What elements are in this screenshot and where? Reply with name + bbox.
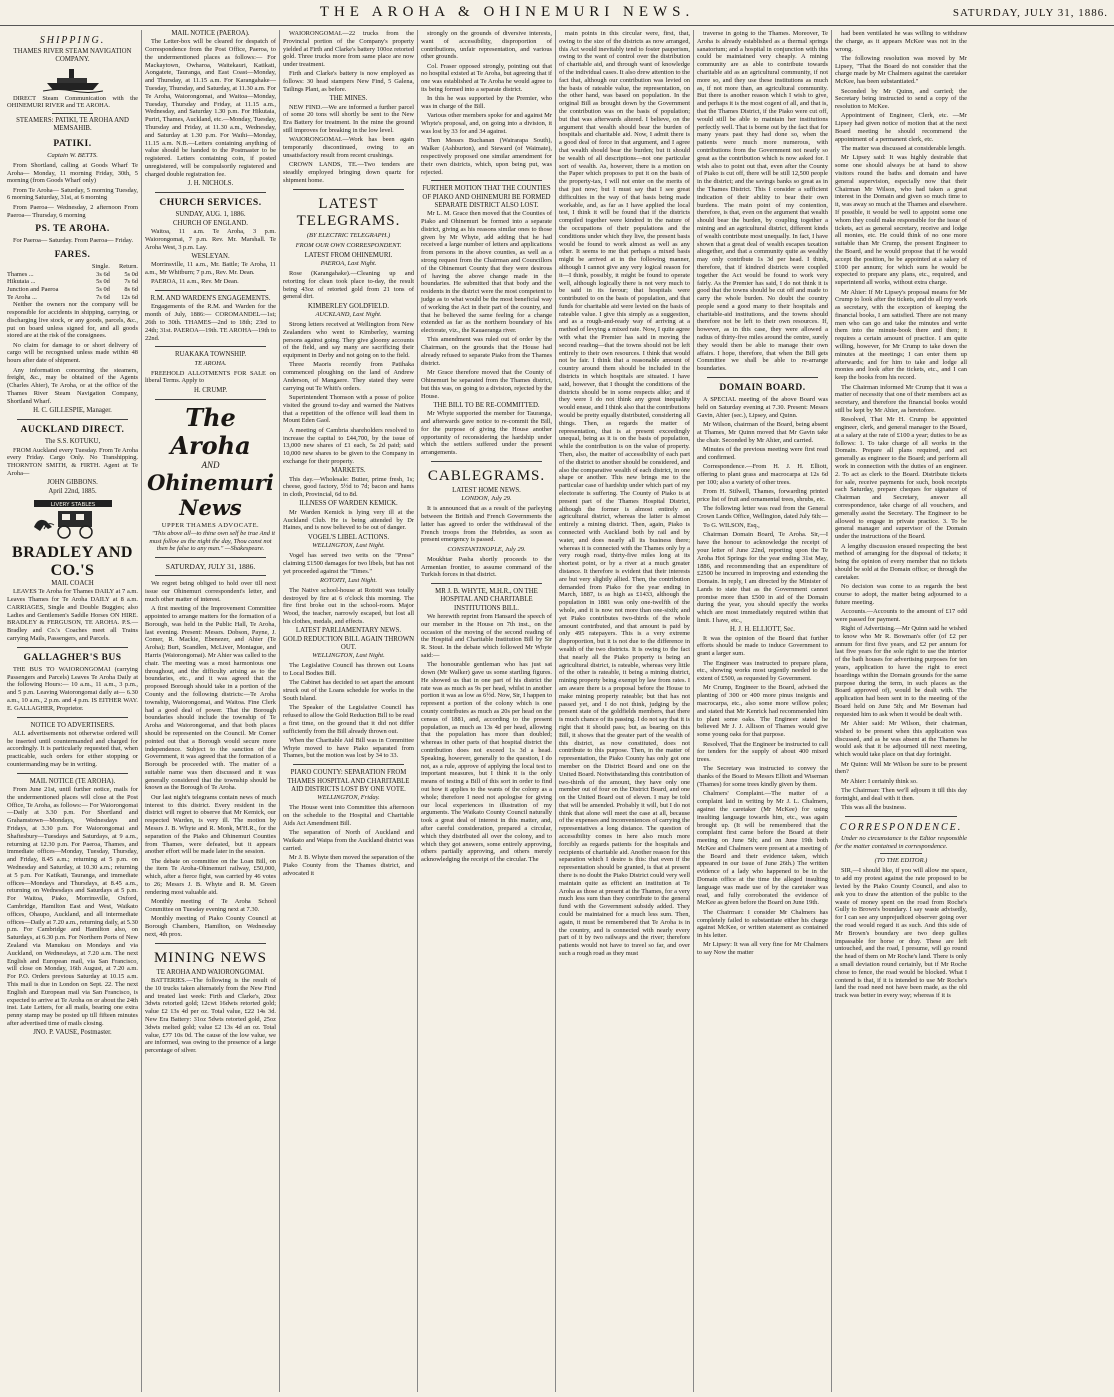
divider	[17, 419, 128, 420]
fare-cell: 3s 6d	[96, 270, 110, 278]
shipping-heading: SHIPPING.	[39, 35, 106, 46]
markets-heading: MARKETS.	[331, 467, 366, 475]
article-paragraph: The following letter was read from the General Crown Lands Office, Wellington, dated July 6th:—	[697, 504, 828, 520]
divider	[155, 399, 266, 400]
editorial-paragraph: A first meeting of the Improvement Committee appointed to arrange matters for the formation of a Borough, was held in the Public Hall, Te Aroha, last evening. Present: Messrs. Dobson, Payne, J. Comer, R. Mackie, Ebenezer, and Ahier (Te Aroha); Burt, Scandlen, McLiver, Montague, and Harris (Waiorongomai). Mr Ahier was called to the chair. The meeting was a most harmonious one throughout, and the difficulty arising as to the boundaries, etc., and it was agreed that the proposed Borough should take in a portion of the County and the following districts:—Te Aroha township, Waiorongomai, and Waitoa. Fine Clerk had a good deal of power. That the Borough boundaries should include the township of Te Aroha and Waiorongomai, and that both places should be represented on the Council. Mr Comer pointed out that a Borough would secure more independence. Subject to the sanction of the Government, it was agreed that the formation of a Borough be proceeded with. The matter of a suitable name was then discussed and it was generally considered that the township should be known as the Borough of Te Aroha.	[145, 605, 276, 792]
article-paragraph: The Cabinet has decided to set apart the amount struck out of the Loans schedule for works in the South Island.	[283, 679, 414, 702]
paper-subtitle: UPPER THAMES ADVOCATE.	[161, 522, 260, 530]
patiki-schedule-2: From Te Aroha— Saturday, 5 morning Tuesday, 6 morning Saturday, 31st, at 6 morning	[7, 186, 138, 202]
masthead	[0, 0, 1114, 26]
fares-heading: FARES.	[54, 250, 91, 261]
divider	[431, 180, 542, 181]
fare-header-cell: Single.	[91, 263, 110, 271]
steam-company-heading: THAMES RIVER STEAM NAVIGATION COMPANY.	[13, 48, 132, 64]
editorial-dateline: SATURDAY, JULY 31, 1886.	[165, 562, 256, 572]
dateline: LONDON, July 29.	[461, 495, 512, 503]
fare-cell: Te Aroha ...	[7, 293, 37, 301]
fare-cell: Junction and Paeroa	[7, 285, 59, 293]
divider	[17, 647, 128, 648]
shipping-notice-3: Any information concerning the steamers, freight, &c., may be obtained of the Agents (Charles Ahier), Te Aroha, or at the office of the Thames River Steam Navigation Company, Shortland Wharf.	[7, 366, 138, 405]
article-paragraph: Mr Whyte supported the member for Tauranga, and afterwards gave notice to re-commit the Bill, for the purpose of giving the House another opportunity of reconsidering the hardship under which the settlers suffered under the present arrangements.	[421, 410, 552, 457]
article-paragraph: It was the opinion of the Board that further efforts should be made to induce Government to grant a larger sum.	[697, 634, 828, 658]
column-4	[418, 30, 556, 1392]
fare-header-cell: Return.	[119, 263, 138, 271]
article-paragraph: strongly on the grounds of diversive interests, want of accessibility, disproportion of contributions, unfair representation, and various other grounds.	[421, 30, 552, 61]
divider	[880, 853, 922, 854]
article-paragraph: The Engineer was instructed to prepare plans, etc., showing works most urgently needed to the extent of £500, as requested by Government.	[697, 659, 828, 683]
editorial-paragraph: Monthly meeting of Piako County Council at Borough Chambers, Hamilton, on Wednesday next, 4th prox.	[145, 915, 276, 938]
postmaster-signature: JNO. P. VAUSE, Postmaster.	[33, 1029, 112, 1037]
article-paragraph: Resolved, That the Engineer be instructed to call for tenders for the supply of about 400 mixed trees.	[697, 740, 828, 764]
article-paragraph: When the Charitable Aid Bill was in Committee Whyte moved to have Piako separated from Thames, but the motion was lost by 34 to 33.	[283, 736, 414, 760]
whyte-speech-heading: MR J. B. WHYTE, M.H.R., ON THE HOSPITAL AND CHARITABLE INSTITUTIONS BILL.	[435, 588, 538, 612]
article-paragraph: Strong letters received at Wellington from New Zealanders who went to Kimberley, warning persons against going. They give gloomy accounts of the field, and say many are sacrificing their equipment in Derby and not going on to the field.	[283, 320, 414, 360]
article-paragraph: Mr J. B. Whyte then moved the separation of the Piako County from the Thames district, and advocated it	[283, 853, 414, 877]
bill-recommitted-heading: THE BILL TO BE RE-COMMITTED.	[433, 401, 540, 409]
shipping-notice-2: No claim for damage to or short delivery of cargo will be recognised unless made within 48 hours after date of shipment.	[7, 341, 138, 365]
column-2	[142, 30, 280, 1392]
ruakaka-subheading: TE AROHA.	[194, 359, 227, 367]
article-paragraph: WAIORONGOMAI.—Work has been again temporarily discontinued, owing to an unsatisfactory result from recent crushings.	[283, 136, 414, 159]
mail-notice-paeroa: The Letter-box will be cleared for despatch of Correspondence from the Post Office, Paeroa, to the undermentioned places as follows:— For Mackaytown, Owharoa, Waitekauri, Katikati, Aongatete, Tauranga, and East Coast—Monday, and Thursday, at 11.15 a.m. For Karangahake—Tuesday, Thursday, and Saturday, at 11.30 a.m. For Te Aroha, Waiorongomai, and Waitoa—Monday, Tuesday, Thursday and Friday, at 11.15 a.m., Wednesday, and Saturday 1.30 p.m. For Hikutaia, Puriri, Thames, Auckland, etc.—Monday, Tuesday, Thursday and Friday, at 11.30 a.m., Wednesday, and Saturday at 1.30 p.m. For Waihi—Monday, 11.15 a.m. N.B.—Letters containing anything of value should be handed to the Postmaster to be registered. Letters containing coin, if posted unregistered, will be compulsorily registered and charged double registration fee.	[145, 38, 276, 178]
mail-notice-te-aroha: From June 21st, until further notice, mails for the undermentioned places will close at the Post Office, Te Aroha, as follows:— For Waiorongomai—Daily at 3.30 p.m. For Shortland and Grahamstown—Mondays, Wednesdays and Fridays, at 3.30 p.m. For Waiorongomai and Shaftesbury—Tuesdays and Saturdays, at 9 a.m., returning at 12.30 p.m. For Paeroa, Thames, and immediate offices—Monday, Tuesday, Thursday, and Friday, 8.45 a.m.; returning at 5 p.m. on Wednesday and Saturday, at 10.30 a.m.; returning at 5 p.m. For Katikati, Tauranga, and immediate offices—Mondays and Thursdays, at 8.45 a.m., returning on Wednesdays and Saturdays at 5 p.m. For Waitoa, Piako, Morrinsville, Oxford, Cambridge, Hamilton East and West, Waikato offices, Ohaupo, Auckland, and all intermediate offices—Daily at 7.20 a.m., returning daily, at 5.30 p.m. For Cambridge and Hamilton also, on Saturdays, at 6.30 p.m. For Northern Ports of New Zealand via Manukau on Mondays and via Auckland, on Wednesdays, at 7.20 a.m. The next English and European mail, via San Francisco, will close on Monday, 16th August, at 7.20 a.m. For P.O. Orders previous Saturday at 10.15 a.m. This mail is due in London on Sept. 22. The next English and European mail via San Francisco, is expected to arrive at Te Aroha on or about the 24th inst. Late Letters, for all mails, bearing one extra penny stamp may be posted up till fifteen minutes after advertised time of mails closing.	[7, 786, 138, 1027]
dateline: WELLINGTON, Last Night.	[312, 541, 385, 549]
mining-news-subheading: TE AROHA AND WAIORONGOMAI.	[156, 968, 265, 976]
article-paragraph: Mr L. M. Grace then moved that the Counties of Piako and Ohinemuri be formed into a separate district, giving as his reasons similar ones to those given by Mr Whyte, add adding that he had received a large number of letters and applications from persons in the above counties, as well as a strong request from the Chairman and Councillors of the Ohinemuri County that they were desirous of having the above change made in the boundaries. He submitted that that body and the residents in the district were the most competent to judge as to what would be the most beneficial way of working the Act in their part of the country, and that he believed the same feeling for a change extended as far as the northern boundary of his electorate, viz., the Kauaeranga river.	[421, 210, 552, 335]
article-paragraph: Moukhtar Pasha shortly proceeds to the Armenian frontier, to assume command of the Turkish forces in that district.	[421, 555, 552, 579]
article-paragraph: Mr Ahier: I certainly think so.	[841, 777, 918, 785]
church-of-england-services: Waitoa, 11 a.m. Te Aroha, 3 p.m. Waiorongomai, 7 p.m. Rev. Mr. Marshall. Te Aroha West, 3 p.m. Lay.	[145, 228, 276, 251]
article-paragraph: Chalmers' Complaint.—The matter of a complaint laid in writing by Mr J. L. Chalmers, against the caretaker (Mr McKee) for using insulting language towards him, etc., was again brought up. (It will be remembered that the complaint first came before the Board at their meeting on June 5th; and on June 19th both McKee and Chalmers were present at a meeting of the Board and their evidence taken, which appeared in our issue of June 26th.) The written evidence of a lady who happened to be in the Domain office at the time the alleged insulting language was made use of by the caretaker was read, and fully corroborated the evidence of McKee as given before the Board on June 19th.	[697, 790, 828, 907]
article-paragraph: The Chairman: Then we'll adjourn it till this day fortnight, and deal with it then.	[835, 786, 967, 802]
divider	[293, 764, 404, 765]
article-paragraph: The Speaker of the Legislative Council has refused to allow the Gold Reduction Bill to be read a first time, on the ground that it did not differ sufficiently from the Bill already thrown out.	[283, 704, 414, 735]
article-paragraph: Various other members spoke for and against Mr Whyte's proposal, and, on going into a division, it was lost by 33 for and 34 against.	[421, 112, 552, 136]
article-paragraph: A lengthy discussion ensued respecting the best method of arranging for the disposal of tickets; it being the opinion of every member that no tickets should be sold at the Domain office; or through the caretaker.	[835, 542, 967, 581]
column-3	[280, 30, 418, 1392]
article-paragraph: Seconded by Mr Quinn, and carried; the Secretary being instructed to send a copy of the resolution to McKee.	[835, 87, 967, 111]
article-paragraph: From H. Stilwell, Thames, forwarding printed price list of fruit and ornamental trees, shrubs, etc.	[697, 487, 828, 503]
elliott-signature: H. J. H. ELLIOTT, Sec.	[730, 626, 795, 634]
domain-board-heading: DOMAIN BOARD.	[719, 383, 806, 394]
page-columns	[4, 30, 1110, 1392]
editorial-paragraph: We regret being obliged to hold over till next issue our Ohinemuri correspondent's letter, and much other matter of interest.	[145, 580, 276, 603]
piako-heading: PIAKO COUNTY: SEPARATION FROM THAMES HOSPITAL AND CHARITABLE AID DISTRICTS LOST BY ONE VOTE.	[287, 769, 410, 793]
table-row	[7, 278, 138, 286]
article-paragraph: main points in this circular were, first, that, owing to the size of the districts as now arranged, this Act would inevitably tend to foster pauperism, owing to the want of control over the distribution of charitable aid, and through want of knowledge of the individual cases. It also drew attention to the fact that, although our contribution was levied on the basis of rateable value, the representation, on the other hand, was based on population. In the original Bill as brought down by the Government the contribution was on the basis of population; but that was afterwards altered. I believe, on the argument that wealth should bear the burden of hospitals and charitable aid. Now, I admit there is a good deal of force in that argument, and I agree that wealth should bear the burden; but it should be wealth of all descriptions—not one particular sort of wealth. As, however, there is a motion on the Paper which proposes to put it on the basis of the property-tax, I will not enter on the merits of that just now; but I must say that I see great difficulties in the way of that basis being made workable, and, as far as I have applied the local test, I think it will be found that if the districts compiled together were kindred in the nature of the occupations of their populations and the conditions under which they live, the present basis would be found to work almost as well as any other. It seems to me that perhaps a mixed basis might be arrived at in the following manner, although I cannot give any very logical reason for it—I think, possibly, it might be found to operate well, although logically there is not very much to be said in its favour; that hospitals were contributed to on the basis of population, and that funds for charitable aid were levied on the basis of rateable value. I give this simply as a suggestion, and as a rough-and-ready way of arriving at a method of levying a mixed rate. Now, I quite agree with what the Premier has said in moving the second reading—that the towns should not be left entirely to their own resources. I think that would not be fair. I think that a reasonable amount of country around them should be included in the districts in which hospitals are situated. I have said, however, that I thought the conditions of the districts should be in some respects alike; and if they were I do not think any great inequality would ensue, and I think also that the contributions would be pretty equally distributed, considering all things. Then, as regards the matter of representation, that is at present exceedingly unequal, being as it is on the basis of population, while the contribution is on the value of property. Then, also, the matter of accessibility of each part of the district to another should be considered, and also the comparative wealth of each district, in one shape or another. This new brings me to the particular case of hardship under which part of my electorate is suffering. The County of Piako is at present part of the Thames Hospital District, although the former is almost entirely an agricultural district, whereas the latter is almost entirely a mining district. Then, again, Piako is connected with Auckland both by rail and by water, and does nearly all its business there; whereas it is connected with the Thames only by a very rough road, thirty-five miles long at its shortest point, or by a river at a much greater distance. It therefore is evident that their interests are but very slightly allied. Then, the contribution demanded from Piako for the year ending in March, 1887, is as high as £1433, although the population in 1881 was only one-twelfth of the whole, and it is now not more than one-sixth; and yet Piako contributes two-thirds of the whole amount contributed, and that amount is paid by only 495 ratepayers. This is a very extreme disproportion, but it is not due to the difference in wealth of the two districts. It is owing to the fact that nearly all the Piako property is being an agricultural district, is rateable, whereas very little of the other is rateable, it being a mining district, mining property being exempt by law from rates. I am aware there is a proposal before the House to make mining property rateable; but that has not passed yet, and I do not think, judging by the present state of the goldfields members, that there is much chance of its passing. I do not say that it is right that it should pass; but, as bearing on this Bill, it shows that the greater part of the wealth of this district, as now constituted, does not contribute to this purpose. Then, in the matter of representation, the Piako County has only got one member on the District Board and one on the United Board. Notwithstanding this contribution of two-thirds of the amount, they have only one member out of four on the District Board, and one on the United Board out of eleven. I may be told that will be amended. Probably it will, but I do not think that alone will meet the case at all, because of the expenses and inconveniences of carrying the representatives a long distance. The question of accessibility comes in here also much more forcibly as regards patients for the hospitals and recipients of charitable aid. Another reason for this separation which I desire is this: that even if the representation should be granted, is that at present there is no doubt the Piako District could very well maintain quite as efficient an institution at Te Aroha as those at present at the Thames, for a very much less sum than they contribute to the general fund with the Government subsidy added. They could be maintained for a much less sum. Then, again, it must be remembered that Te Aroha is in the country, and is connected with nearly every part of it by two railways and the river; therefore patients would not have to travel so far, and over such a rough road as they must	[559, 30, 690, 958]
letter-addressee: To G. WILSON, Esq.,	[703, 522, 760, 530]
article-paragraph: This was all the business.	[841, 804, 907, 811]
patiki-heading: PATIKI.	[53, 138, 92, 149]
nichols-signature: J. H. NICHOLS.	[187, 180, 234, 188]
mail-notice-paeroa-heading: MAIL NOTICE (PAEROA).	[171, 30, 250, 37]
mines-heading: THE MINES.	[329, 95, 368, 103]
divider	[52, 113, 93, 114]
paper-title-and: AND	[201, 460, 220, 471]
article-paragraph: NEW FIND.—We are informed a further parcel of some 20 tons will shortly be sent to the New Era Battery for treatment. In the mine the ground still improves for breaking in the low level.	[283, 103, 414, 135]
article-paragraph: Mr Lipsey: It was all very fine for Mr Chalmers to say Now the matter	[697, 941, 828, 957]
paeroa-services: PAEROA, 11 a.m., Rev. Mr Dean.	[151, 278, 239, 286]
article-paragraph: A meeting of Cambria shareholders resolved to increase the capital to £44,700, by the issue of 13,000 new shares of £1 each, 5s 2d paid; said 10,000 new shares to be given to the Company in exchange for their property.	[283, 426, 414, 465]
shipping-notice-1: Neither the owners nor the company will be responsible for accidents in shipping, carrying, or discharging live stock, or any goods, parcels, &c., put on board unless signed for, and all goods stored are at the risk of the consignees.	[7, 301, 138, 340]
article-paragraph: Mr Warden Kemick is lying very ill at the Auckland Club. He is being attended by Dr Haines, and is now believed to be out of danger.	[283, 508, 414, 532]
home-news-heading: LATEST HOME NEWS.	[452, 486, 521, 494]
telegrams-byline: (BY ELECTRIC TELEGRAPH.)	[306, 231, 391, 239]
bradley-notice: LEAVES Te Aroha for Thames DAILY at 7 a.m. Leaves Thames for Te Aroha DAILY at 8 a.m. CARRIAGES, Single and Double Buggies; also Ladies and Gentlemen's Saddle Horses ON HIRE. BRADLEY & FERGUSON, TE AROHA. P.S.—Bradley and Co.'s Coaches meet all Trains carrying Mails, Passengers, and Parcels.	[7, 588, 138, 642]
steamers-heading: STEAMERS: PATIKI, TE AROHA AND MEMSAHIB.	[16, 117, 129, 133]
ruakaka-heading: RUAKAKA TOWNSHIP.	[174, 351, 247, 359]
manager-signature: H. C. GILLESPIE, Manager.	[33, 406, 112, 414]
patiki-schedule-3: From Paeroa— Wednesday, 2 afternoon From Paeroa— Thursday, 6 morning	[7, 203, 138, 219]
paper-title-ohinemuri: Ohinemuri News	[147, 470, 274, 521]
article-paragraph: Firth and Clarke's battery is now employed as follows: 30 head stampers New Find, 5 Galena, Tailings Plant, as before.	[283, 70, 414, 94]
mail-notice-te-aroha-heading: MAIL NOTICE (TE AROHA).	[29, 777, 116, 785]
fare-cell: 7s 6d	[96, 293, 110, 301]
kotuku-heading: The S.S. KOTUKU,	[44, 438, 101, 446]
table-row	[7, 286, 138, 294]
te-aroha-heading: PS. TE AROHA.	[35, 224, 110, 235]
fares-table	[7, 263, 138, 301]
correspondence-disclaimer: Under no circumstance is the Editor responsible for the matter contained in correspondence.	[835, 834, 967, 850]
article-paragraph: Accounts.—Accounts to the amount of £17 odd were passed for payment.	[835, 607, 967, 623]
dateline: AUCKLAND, Last Night.	[315, 310, 382, 318]
article-paragraph: No decision was come to as regards the best course to adopt, the matter being adjourned to a future meeting.	[835, 582, 967, 606]
fare-cell: 12s 6d	[121, 293, 138, 301]
mining-news-heading: MINING NEWS	[153, 949, 268, 966]
article-paragraph: In this he was supported by the Premier, who was in charge of the Bill.	[421, 95, 552, 111]
patiki-captain: Captain W. BETTS.	[47, 151, 98, 159]
te-aroha-schedule: For Paeroa— Saturday. From Paeroa— Friday.	[13, 237, 134, 245]
table-row	[7, 271, 138, 279]
bradley-heading: BRADLEY AND CO.'S	[12, 543, 133, 579]
kotuku-notice: FROM Auckland every Tuesday. From Te Aroha every Friday. Cargo Only. No Transhipping. THORNTON SMITH, & FIRTH. Agent at Te Aroha—	[7, 446, 138, 477]
fare-header-cell	[7, 263, 83, 271]
article-paragraph: The House went into Committee this afternoon on the schedule to the Hospital and Charitable Aids Act Amendment Bill.	[283, 804, 414, 827]
telegrams-source: FROM OUR OWN CORRESPONDENT.	[295, 241, 402, 249]
gallagher-heading: GALLAGHER'S BUS	[23, 652, 122, 663]
fare-cell: Thames ...	[7, 270, 34, 278]
divider	[845, 816, 957, 817]
article-paragraph: The matter was discussed at considerable length.	[841, 145, 966, 153]
article-paragraph: The Secretary was instructed to convey the thanks of the Board to Messrs Elliott and Wiseman (Thames) for some trees kindly given by them.	[697, 765, 828, 789]
article-paragraph: We herewith reprint from Hansard the speech of our member in the House on 7th inst., on the occasion of the moving of the second reading of the Hospital and Charitable Institution Bill by Sir R. Stout. In the debate which followed Mr Whyte said:—	[421, 613, 552, 659]
fare-cell: 5s 0d	[96, 278, 110, 286]
article-paragraph: Right of Advertising.—Mr Quinn said he wished to know who Mr R. Bowman's offer (of £2 per annum for first five years, and £2 per annum for last five years for the sole right to use the interior of the bath houses for advertising purposes for ten years, application to have the right to erect hoardings within the Domain grounds for the same purpose during the term, in such places as the Board approved of), would be dealt with. The application had been sent in to the meeting of the Board held on June 5th; and Mr Bowman had requested him to ask when it would be dealt with.	[835, 624, 967, 718]
divider	[17, 773, 128, 774]
correspondence-heading: CORRESPONDENCE.	[839, 821, 963, 833]
column-5	[556, 30, 694, 1392]
article-paragraph: The Chairman informed Mr Crump that it was a matter of necessity that one of their members act as secretary, and therefore the financial books would still be kept by Mr Ahier, as heretofore.	[835, 383, 967, 414]
rm-warden-heading: R.M. AND WARDEN'S ENGAGEMENTS.	[150, 295, 271, 303]
issue-date: SATURDAY, JULY 31, 1886.	[952, 6, 1108, 19]
article-paragraph: WAIORONGOMAI.—22 trucks from the Provincial portion of the Company's property yielded at Firth and Clarke's battery 100oz retorted gold. Three trucks more from same place are now under treatment.	[283, 30, 414, 69]
fare-cell: 5s 0d	[96, 285, 110, 293]
church-services-date: SUNDAY, AUG. 1, 1886.	[175, 211, 246, 219]
article-paragraph: Superintendent Thomson with a posse of police visited the ground to-day and warned the Natives that a repetition of the offence will lead them in Mount Eden Gaol.	[283, 394, 414, 425]
dateline: CONSTANTINOPLE, July 29.	[447, 545, 526, 553]
article-paragraph: The Chairman: I consider Mr Chalmers has completely failed to substantiate either his charge against McKee, or written statement as contained in his letter.	[697, 908, 828, 940]
article-paragraph: This day.—Wholesale: Butter, prime fresh, 1s; cheese, good factory, 5½d to 7d; bacon and hams in cloth, Provincial, 6d to 8d.	[283, 475, 414, 499]
article-paragraph: Appointment of Engineer, Clerk, etc. —Mr Lipsey had given notice of motion that at the next Board meeting he should recommend the appointment of a permanent clerk, etc.	[835, 112, 967, 143]
editorial-paragraph: The debate on committee on the Loan Bill, on the item Te Aroha-Ohinemuri railway, £50,000, which, after a fierce fight, was carried by 46 votes to 26; Messrs J. B. Whyte and R. M. Green rendering most valuable aid.	[145, 857, 276, 896]
rm-warden-engagements: Engagements of the R.M. and Warden for the month of July, 1886:— COROMANDEL—1st; 26th to 30th. THAMES—2nd to 18th; 23rd to 24th; 31st. PAEROA—19th. TE AROHA—19th to 22nd.	[145, 303, 276, 342]
parliamentary-heading: LATEST PARLIAMENTARY NEWS.	[295, 627, 402, 635]
church-of-england-heading: CHURCH OF ENGLAND.	[173, 219, 248, 227]
crump-signature: H. CRUMP.	[193, 386, 228, 394]
divider	[155, 290, 266, 291]
dateline: PAEROA, Last Night.	[320, 259, 377, 267]
article-paragraph: CROWN LANDS, TE.—Two tenders are steadily employed bringing down quartz for shipment home.	[283, 161, 414, 184]
article-paragraph: The Native school-house at Rotoiti was totally destroyed by fire at 6 o'clock this morning. The fire first broke out in the school-room. Major Wood, the teacher, narrowly escaped, but lost all his clothes, medals, and effects.	[283, 586, 414, 626]
article-paragraph: This amendment was ruled out of order by the Chairman, on the grounds that the House had already refused to separate Piako from the Thames district.	[421, 336, 552, 367]
fare-cell: 7s 6d	[124, 278, 138, 286]
divider	[431, 461, 542, 462]
newspaper-title: THE AROHA & OHINEMURI NEWS.	[319, 4, 695, 20]
latest-telegrams-heading: LATEST TELEGRAMS.	[296, 195, 401, 229]
latest-ohinemuri-heading: LATEST FROM OHINEMURI.	[304, 251, 393, 259]
advertisers-heading: NOTICE TO ADVERTISERS.	[30, 721, 115, 729]
gallagher-notice: THE BUS TO WAIORONGOMAI (carrying Passengers and Parcels) Leaves Te Aroha Daily at the following Hours:— 10 a.m., 11 a.m., 3 p.m., and 5 p.m. Leaving Waiorongomai daily at— 6.30 a.m., 10 a.m., 2 p.m. and 4 p.m. IS EITHER WAY. E. GALLAGHER, Proprietor.	[7, 665, 138, 712]
freehold-notice: FREEHOLD ALLOTMENTS FOR SALE on liberal Terms. Apply to	[145, 369, 276, 385]
column-7	[832, 30, 970, 1392]
divider	[707, 377, 818, 378]
patiki-schedule-1: From Shortland, calling at Goods Wharf Te Aroha— Monday, 11 morning Friday, 30th, 5 morning (from Goods Wharf only)	[7, 161, 138, 185]
direct-steam-notice: DIRECT Steam Communication with the OHINEMURI RIVER and TE AROHA.	[7, 94, 138, 110]
mail-coach-heading: MAIL COACH	[51, 579, 94, 587]
vogel-heading: VOGEL'S LIBEL ACTIONS.	[307, 533, 390, 541]
article-paragraph: Mr Grace therefore moved that the County of Ohinemuri be separated from the Thames district, but this was, on going to a division, rejected by the House.	[421, 369, 552, 400]
article-paragraph: Mr Quinn: Will Mr Wilson be sure to be present then?	[835, 760, 967, 776]
fare-cell: 8s 6d	[124, 285, 138, 293]
editorial-paragraph: Our last night's telegrams contain news of much interest to this district. Every resident in the district will regret to observe that Mr Kemick, our respected Warden, is very ill. The motion by Messrs J. B. Whyte and R. Monk, M'H.R., for the separation of the Piako and Ohinemuri Counties from Thames, were defeated, but it appears another effort will be made later in the session.	[145, 793, 276, 856]
article-paragraph: The honourable gentleman who has just sat down (Mr Walker) gave us some startling figures. He showed us that in one part of his district the rate was as much as 9s per head, whilst in another portion it was as low as 6½d. Now, Sir, I happen to represent a portion of the colony which is one county contributes as much as 20s per head on the census of 1881, and, according to the present population, as much as 13s 4d per head, allowing that the population has more than doubled; whereas in other parts of that hospital district the contribution does not exceed 1s 3d a head. Speaking, however, generally to the question, I do not, as a rule, approve of applying the local test to important measures, but I think it is the only means of testing a Bill of this sort in order to find out how it applies to the wants of the colony as a whole; therefore I need not apologise for giving our local experiences in illustration of my arguments. The Waikato County Council naturally took a great deal of interest in this matter, and, after careful consideration, prepared a circular, which they distributed all over the colony, and to which they got answers, some entirely approving, others partially approving, and others merely acknowledging the receipt of the circular. The	[421, 661, 552, 864]
editorial-paragraph: Monthly meeting of Te Aroha School Committee on Tuesday evening next at 7.30.	[145, 898, 276, 913]
auckland-direct-heading: AUCKLAND DIRECT.	[20, 425, 125, 436]
mining-news-paragraph: BATTERIES.—The following is the result of the 10 trucks taken alternately from the New Find and treated last week: Firth and Clarke's, 20oz 3dwts retorted gold; 12cwt 16dwts retorted gold; value £2 13s 4d per oz. Total value, £22 14s 3d. New Era Battery: 31oz 5dwts retorted gold, 25oz 3dwts melted gold; value £2 13s 4d an oz. Total value, £77 10s 0d. The cause of the low value, we are informed, was owing to the presence of a large percentage of silver.	[145, 976, 276, 1055]
divider	[155, 557, 266, 558]
steamship-icon	[43, 67, 103, 93]
divider	[431, 583, 542, 584]
article-paragraph: traverse in going to the Thames. Moreover, Te Aroha is already established as a thermal springs sanatorium; and a hospital in conjunction with this could be maintained very cheaply. A mining community are as able to contribute towards charitable aid as an agricultural community, if not more so, and they use these institutions as much as, if not more than, an agricultural community. But there is another reason which I wish to give, and perhaps it is the most cogent of all, and that is, that the Thames District, if the Piako were cut off, would still be able to maintain her institutions perfectly well. That is borne out by the fact that for many years past they had done so, when the patients were much more numerous, with contributions from the Government not nearly so great as the contribution which is now asked for. I wish also to point out that, even after the County of Piako is cut off, there will be still 12,500 people in the district; and the savings banks so great as in the Thames District. This I consider a sufficient indication of their ability to bear their own burdens. The main point of my contention, therefore, is that, even on the argument that wealth should bear the burden, by coupling together a mining and an agricultural district, different kinds of wealth contribute most unequally. In fact, I have shown that a great deal of wealth escapes taxation altogether, and that a community quite as wealthy may only contribute 1s 3d per head. I think, therefore, that if kindred districts were coupled together the Act would be found to work very fairly. As the Premier has said, I do not think it is good that the towns should be cut off and made to carry the whole burden. No doubt the country people send a good many to their hospitals and charitable-aid institutions, and the towns should therefore not be left to their own resources. If, however, as in this case, they were allowed a radius of thirty-five miles around the centre, surely they would then be able to manage their own affairs. I hope, therefore, that when the Bill gets Committee we shall be able to re-arrange boundaries.	[697, 30, 828, 373]
article-paragraph: Mr Lipsey said: It was highly desirable that some one should always be at hand to show visitors round the baths and domain and have general supervision, especially now that their Chairman Mr Wilson, who had taken a great interest in the Domain and given so much time to it, was away so much at the Thames and elsewhere. If possible, it would be well to appoint some one whom they could make responsible for the issue of tickets, act as general secretary, receive and lodge all monies, etc. He could think of no one more suitable than Mr Crump, the present Engineer to the Board, and he would propose that if he would accept the position, he be appointed at a salary of £100 per annum; for which sum he would be expected to prepare any plans, etc., required, and superintend all works, without extra charge.	[835, 154, 967, 287]
illness-heading: ILLNESS OF WARDEN KEMICK.	[299, 500, 398, 508]
wesleyan-services: Morrinsville, 11 a.m., Mr. Battle; Te Aroha, 11 a.m., Mr Whitburn; 7 p.m., Rev. Mr. Dean.	[145, 261, 276, 277]
paper-motto: "This above all—to thine own self be true And it must follow as the night the day, Thou canst not then be false to any man." —Shakespeare.	[149, 529, 276, 553]
divider	[155, 192, 266, 193]
to-the-editor: (TO THE EDITOR.)	[874, 857, 928, 865]
gold-bill-heading: GOLD REDUCTION BILL AGAIN THROWN OUT.	[283, 635, 415, 651]
article-paragraph: Three Maoris recently from Patihaka commenced ploughing on the land of Andrew Anderson, of Mangaere. They stated they were carrying out Te Whiti's orders.	[283, 361, 414, 392]
article-paragraph: Mr Wilson, chairman of the Board, being absent at Thames, Mr Quinn moved that Mr Gavin take the chair. Seconded by Mr Ahier, and carried.	[697, 420, 828, 444]
paper-title-aroha: The Aroha	[170, 403, 251, 461]
article-paragraph: Minutes of the previous meeting were first read and confirmed.	[697, 445, 828, 461]
article-paragraph: It is announced that as a result of the parleying between the British and French Governments the latter has agreed to order the withdrawal of the French troops from the Hebrides, as soon as present emergency is passed.	[421, 505, 552, 544]
dateline: WELLINGTON, Last Night.	[312, 652, 385, 660]
advertisers-notice: ALL advertisements not otherwise ordered will be inserted until countermanded and charged for accordingly. It is particularly requested that, when practicable, such orders for either stopping or countermanding may be in writing.	[7, 729, 138, 768]
dateline: WELLINGTON, Friday.	[317, 794, 380, 802]
divider	[17, 717, 128, 718]
article-paragraph: Mr Ahier: If Mr Lipsey's proposal means for Mr Crump to look after the tickets, and do all my work as secretary, with the exception of keeping the financial books, I am satisfied. There are not many men who can go and take the minutes and write them into the minute-book there and then; it requires a certain amount of practice. I am quite willing, however, for Mr Crump to take down the minutes at the meetings; I can enter them up afterwards; and for him to take and lodge all monies and look after the tickets, etc., and I can keep the books from his record.	[835, 288, 967, 382]
article-paragraph: Mr Crump, Engineer to the Board, advised the planting of 300 or 400 more pinus insignis and macrocarpa, etc., also some more willow poles; and stated that Mr Kenrick had recommended him to plant some oaks. The Engineer stated he believed Mr J. J. Allison of Thames would give some young oaks for that purpose.	[697, 684, 828, 739]
divider	[155, 943, 266, 944]
table-row	[7, 294, 138, 302]
article-paragraph: The following resolution was moved by Mr Lipsey, "That the Board do not consider that the charge made by Mr Chalmers against the caretaker McKee, has been substantiated."	[835, 54, 967, 86]
column-1	[4, 30, 142, 1392]
fare-cell: 5s 0d	[124, 270, 138, 278]
further-motion-heading: FURTHER MOTION THAT THE COUNTIES OF PIAKO AND OHINEMURI BE FORMED SEPARATE DISTRICT ALSO LOST.	[422, 185, 551, 209]
letter-paragraph: SIR,—I should like, if you will allow me space, to add my protest against the rate proposed to be levied by the Piako County Council, and also to ask you to draw the attention of the public to the waste of money spent on the road from Roche's Gully to Brown's boundary. I say waste advisedly, for I can see any unprejudiced observer going over the road would regard it as such. And this side of Mr Brown's boundary are two deep gullies impassable for horse or dray. These are left untouched, and the road, I presume, will go round the head of them on Mr Roche's land. There is only a small deviation round certainly, but if Mr Roche chose to fence, the road would be blocked. What I contend is that, if it is intended to use Mr Roche's land the road need not have been made, as the old track was better in every way; whereas if it is	[835, 867, 967, 1000]
gibbons-signature: JOHN GIBBONS.	[47, 479, 98, 487]
article-paragraph: Then Messrs Buchanan (Wairarapa South), Walker (Ashburton), and Steward (of Waimate), respectively proposed one similar amendment for their own districts, which, upon being put, was rejected.	[421, 137, 552, 176]
article-paragraph: Col. Fraser opposed strongly, pointing out that no hospital existed at Te Aroha, but agreeing that if one was established at Te Aroha he would agree to its being formed into a separate district.	[421, 62, 552, 94]
article-paragraph: The Legislative Council has thrown out Loans to Local Bodies Bill.	[283, 662, 414, 677]
article-paragraph: Vogel has served two writs on the "Press" claiming £1500 damages for two libels, but has not yet proceeded against the "Times."	[283, 551, 414, 575]
column-6	[694, 30, 832, 1392]
divider	[155, 575, 266, 576]
article-paragraph: Rose (Karangahake).—Cleaning up and retorting for clean took place to-day, the result being 43oz of retorted gold from 21 tons of general dirt.	[283, 269, 414, 301]
article-paragraph: The separation of North of Auckland and Waikato and Waipa from the Auckland district was carried.	[283, 829, 414, 852]
livery-stables-sign: LIVERY STABLES	[50, 501, 95, 508]
wesleyan-heading: WESLEYAN.	[191, 252, 230, 260]
kotuku-date: April 22nd, 1885.	[48, 487, 97, 495]
kimberley-heading: KIMBERLEY GOLDFIELD.	[308, 302, 389, 310]
church-services-heading: CHURCH SERVICES.	[159, 198, 262, 209]
table-row	[7, 263, 138, 271]
article-paragraph: had been ventilated he was willing to withdraw the charge, as it appears McKee was not in the wrong.	[835, 30, 967, 53]
letter-body: Chairman Domain Board, Te Aroha. Sir,—I have the honour to acknowledge the receipt of your letter of June 22nd, reporting upon the Te Aroha Hot Springs for the year ending 31st May, 1886, and recommending that an expenditure of £2500 be incurred in improving and extending the Domain. In reply, I am directed by the Minister of Lands to state that as the Government cannot promise more than £500 in aid of the Domain during the year, you should specify the works which are most immediately required within that limit. I have, etc.,	[697, 531, 828, 625]
article-paragraph: Mr Ahier said: Mr Wilson, their chairman, wished to be present when this application was discussed, and as he was absent at the Thames he would ask that it be adjourned till next meeting, which would take place on that day fortnight.	[835, 720, 967, 759]
article-paragraph: A SPECIAL meeting of the above Board was held on Saturday evening at 7.30. Present: Messrs Gavin, Ahier (sec.), Lipsey, and Quinn.	[697, 396, 828, 419]
divider	[293, 189, 404, 190]
dateline: ROTOITI, Last Night.	[320, 576, 377, 584]
cablegrams-heading: CABLEGRAMS.	[427, 467, 546, 484]
article-paragraph: Correspondence.—From H. J. H. Elliott, offering to plant grass and macrocarpa at 12s 6d per 100; also a variety of other trees.	[697, 462, 828, 486]
fare-cell: Hikutaia ...	[7, 278, 36, 286]
stagecoach-icon	[28, 499, 118, 541]
divider	[155, 346, 266, 347]
article-paragraph: Resolved, That Mr H. Crump be appointed engineer, clerk, and general manager to the Board, at a salary at the rate of £100 a year; duties to be as follows: 1. To take charge of all works in the Domain. Prepare all plans required, and act generally as engineer to the Board; and perform all work in connection with the duties of an engineer. 2. To act as clerk to the Board. Distribute tickets for sale, receive payments for such, book receipts each Saturday, prepare cheques for signature of Chairman and Secretary, answer all correspondence, take charge of all vouchers, and generally assist the Secretary. The Engineer to be allowed to engage in private practice. 3. To be general manager and supervisor of the Domain under the instructions of the Board.	[835, 416, 967, 541]
